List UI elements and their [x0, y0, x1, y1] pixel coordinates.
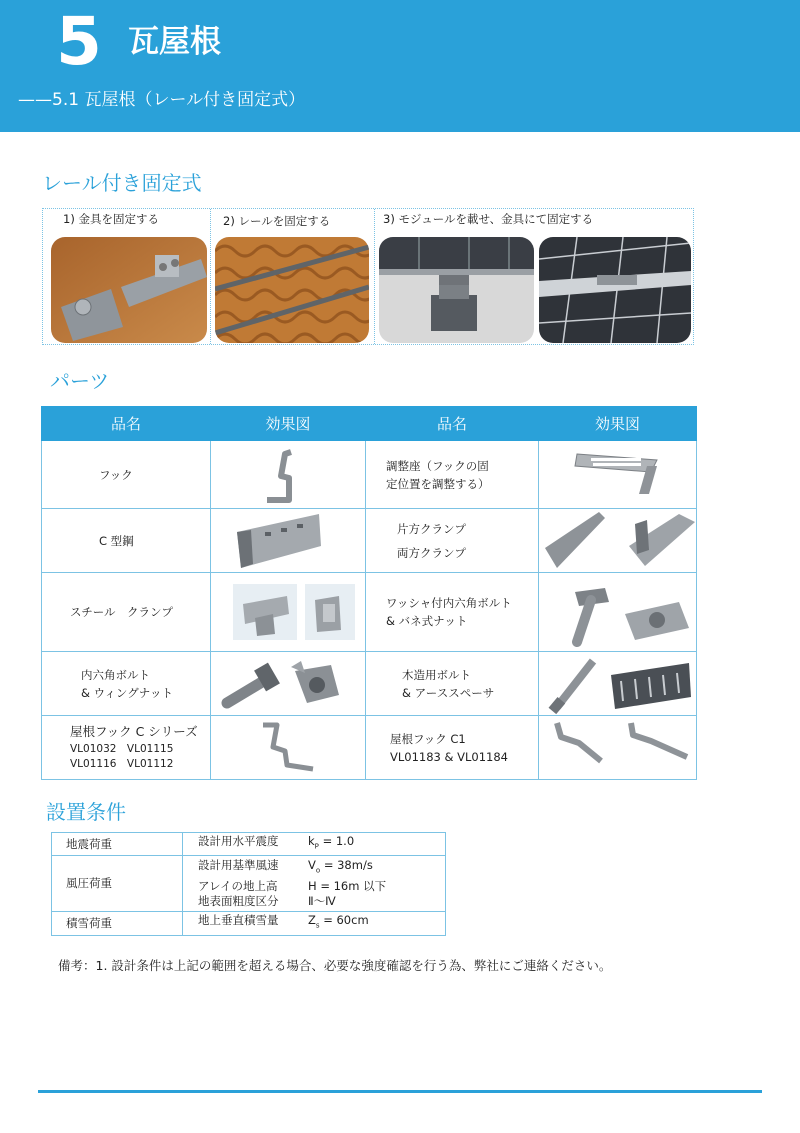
- step-1-photo: [51, 237, 207, 343]
- part-image-c-channel: [211, 509, 366, 573]
- header-image-right: 効果図: [539, 407, 697, 441]
- condition-category: 積雪荷重: [52, 912, 183, 936]
- condition-symbol-sub: o: [315, 866, 321, 875]
- condition-item-name: 設計用水平震度: [198, 833, 279, 848]
- part-name-line: スチール クランプ: [70, 605, 174, 619]
- part-name: [42, 573, 211, 652]
- condition-values: [183, 856, 446, 912]
- part-name-line: 調整座（フックの固: [386, 458, 489, 473]
- part-name: [42, 509, 211, 573]
- parts-table: [41, 406, 697, 780]
- part-image-hex-bolt-wing-nut: [211, 652, 366, 716]
- part-name-line: & バネ式ナット: [386, 614, 468, 628]
- part-name-line: & ウィングナット: [81, 685, 173, 700]
- part-name: [366, 716, 539, 780]
- part-name-line: 木造用ボルト: [402, 667, 471, 682]
- part-name-line: C 型鋼: [99, 533, 134, 548]
- remarks-note: 備考：1. 設計条件は上記の範囲を超える場合、必要な強度確認を行う為、弊社にご連絡ください。: [58, 958, 612, 973]
- part-name-line: 内六角ボルト: [81, 667, 150, 682]
- condition-value: = 1.0: [322, 833, 355, 848]
- table-row: [42, 509, 697, 573]
- part-image-steel-clamp: [211, 573, 366, 652]
- part-name-line: 片方クランプ: [397, 521, 466, 536]
- condition-symbol-sub: s: [315, 921, 320, 930]
- part-name-line: VL01183 & VL01184: [390, 749, 508, 764]
- chapter-subtitle: ——5.1 瓦屋根（レール付き固定式）: [18, 90, 306, 110]
- step-3-photo-b: [539, 237, 691, 343]
- part-name-line: VL01116 VL01112: [70, 757, 174, 770]
- condition-item-name: 地上垂直積雪量: [198, 913, 279, 928]
- condition-item-name: 設計用基準風速: [198, 858, 279, 873]
- part-name-line: 屋根フック C1: [390, 731, 466, 746]
- table-row: [42, 652, 697, 716]
- step-1-label: 1) 金具を固定する: [63, 212, 159, 226]
- part-name: [366, 509, 539, 573]
- condition-symbol: H: [308, 878, 317, 893]
- install-steps-box: [42, 208, 694, 345]
- condition-item-name: アレイの地上高: [198, 878, 278, 893]
- table-row: [42, 716, 697, 780]
- table-row: [52, 833, 446, 856]
- condition-symbol-sub: P: [314, 842, 319, 851]
- condition-value: = 60cm: [323, 913, 369, 928]
- footer-line: [38, 1090, 762, 1093]
- step-2-label: 2) レールを固定する: [223, 214, 331, 228]
- step-divider: [374, 209, 375, 344]
- chapter-header: [0, 0, 800, 132]
- part-name-line: フック: [99, 467, 133, 482]
- part-name: [366, 441, 539, 509]
- parts-section-title: パーツ: [50, 369, 110, 393]
- part-name-line: 定位置を調整する）: [386, 476, 490, 491]
- part-name: [366, 652, 539, 716]
- part-name-line: & アーススペーサ: [402, 685, 495, 700]
- part-name: [366, 573, 539, 652]
- header-name-right: 品名: [366, 407, 539, 441]
- parts-table-header: [42, 407, 697, 441]
- header-image-left: 効果図: [211, 407, 366, 441]
- condition-values: [183, 912, 446, 936]
- step-3-photo-a: [379, 237, 534, 343]
- part-image-hook: [211, 441, 366, 509]
- table-row: [42, 573, 697, 652]
- rail-section-title: レール付き固定式: [42, 171, 202, 195]
- part-image-wood-bolt-spacer: [539, 652, 697, 716]
- condition-item-name: 地表面粗度区分: [198, 893, 279, 908]
- part-name: [42, 441, 211, 509]
- condition-value: = 38m/s: [323, 858, 373, 873]
- part-name-line: 両方クランプ: [397, 545, 466, 560]
- condition-symbol: Ⅱ～Ⅳ: [308, 893, 336, 908]
- part-image-clamps: [539, 509, 697, 573]
- chapter-title: 瓦屋根: [128, 24, 221, 60]
- condition-symbol: k: [308, 833, 315, 848]
- part-name-line: 屋根フック C シリーズ: [70, 723, 198, 739]
- table-row: [52, 856, 446, 912]
- step-3-label: 3) モジュールを載せ、金具にて固定する: [383, 212, 594, 226]
- part-image-bolt-spring-nut: [539, 573, 697, 652]
- part-name: [42, 716, 211, 780]
- condition-category: 風圧荷重: [52, 856, 183, 912]
- condition-value: = 16m 以下: [320, 878, 387, 893]
- table-row: [42, 441, 697, 509]
- chapter-number: 5: [56, 3, 102, 80]
- conditions-section-title: 設置条件: [46, 800, 126, 824]
- part-image-adjust-seat: [539, 441, 697, 509]
- conditions-table: [51, 832, 446, 936]
- step-2-photo: [215, 237, 369, 343]
- table-row: [52, 912, 446, 936]
- part-image-roof-hook-c: [211, 716, 366, 780]
- header-name-left: 品名: [42, 407, 211, 441]
- step-divider: [210, 209, 211, 344]
- part-image-roof-hook-c1: [539, 716, 697, 780]
- condition-values: [183, 833, 446, 856]
- part-name-line: VL01032 VL01115: [70, 742, 174, 755]
- condition-symbol: Z: [308, 913, 316, 928]
- part-name-line: ワッシャ付内六角ボルト: [386, 596, 512, 610]
- condition-category: 地震荷重: [52, 833, 183, 856]
- condition-symbol: V: [308, 858, 316, 873]
- part-name: [42, 652, 211, 716]
